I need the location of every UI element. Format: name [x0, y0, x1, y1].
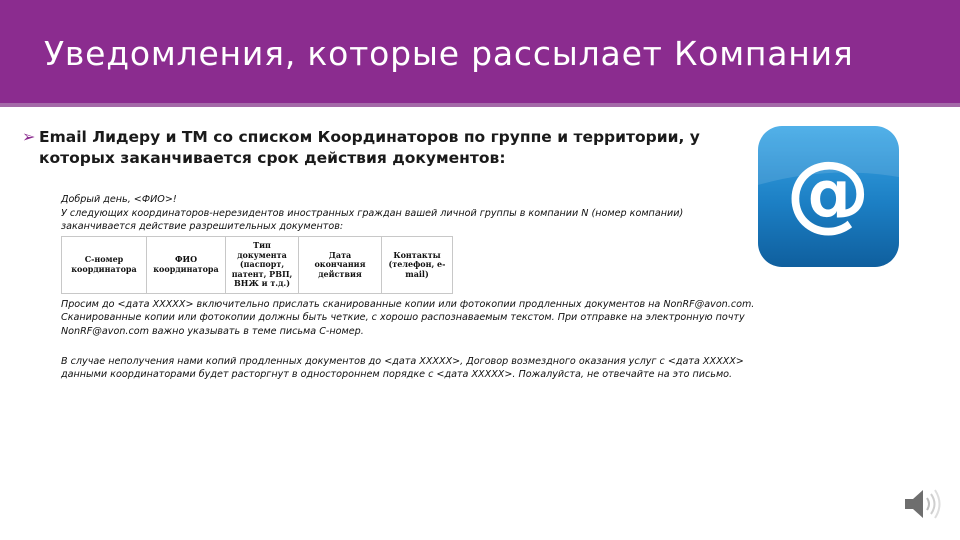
letter-greeting: Добрый день, <ФИО>!	[61, 194, 177, 205]
letter-request: Просим до <дата ХХХХХ> включительно прислать сканированные копии или фотокопии продленных документов на NonRF@avon.com.	[61, 298, 755, 310]
table-header-cell: Дата окончания действия	[299, 236, 382, 293]
table-row	[62, 236, 453, 293]
email-sample	[61, 193, 761, 382]
table-header-cell: Контакты (телефон, e-mail)	[382, 236, 453, 293]
arrow-bullet-icon: ➢	[22, 127, 36, 146]
title-bar	[0, 0, 960, 103]
bullet-text: Email Лидеру и ТМ со списком Координаторов по группе и территории, у которых заканчивается срок действия документов:	[39, 128, 700, 167]
coordinators-table	[61, 236, 453, 294]
table-header-cell: ФИО координатора	[147, 236, 226, 293]
speaker-icon[interactable]	[901, 486, 943, 522]
bullet-item	[22, 127, 742, 169]
letter-scan-note: Сканированные копии или фотокопии должны быть четкие, с хорошо распознаваемым текстом. При отправке на электронную почту NonRF@avon.com важно указывать в теме письма С-номер.	[61, 312, 745, 337]
slide-title: Уведомления, которые рассылает Компания	[44, 34, 854, 73]
at-sign-icon	[757, 125, 900, 268]
letter-warning: В случае неполучения нами копий продленных документов до <дата ХХХХХ>, Договор возмездного оказания услуг с <дата ХХХХХ> данными координаторами будет расторгнут в одностороннем порядке с <дата ХХХХХ>. Пожалуйста, не отвечайте на это письмо.	[61, 355, 744, 381]
svg-text:@: @	[786, 143, 870, 241]
letter-intro: У следующих координаторов-нерезидентов иностранных граждан вашей личной группы в компании N (номер компании) заканчивается действие разрешительных документов:	[61, 207, 684, 233]
table-header-cell: С-номер координатора	[62, 236, 147, 293]
table-header-cell: Тип документа (паспорт, патент, РВП, ВНЖ и т.д.)	[226, 236, 299, 293]
